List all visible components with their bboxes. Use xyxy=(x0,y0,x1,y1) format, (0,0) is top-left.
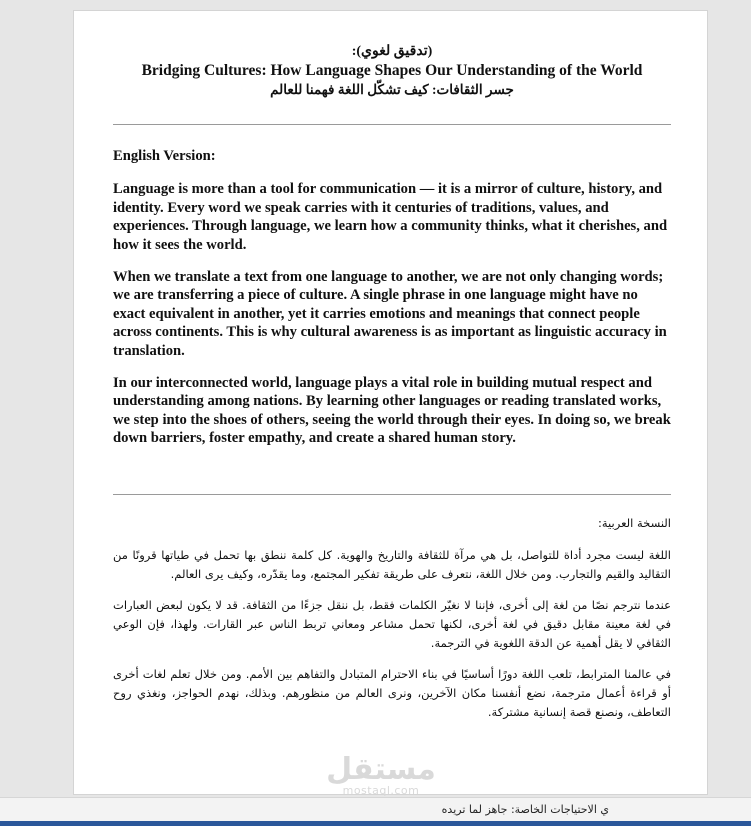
mostaql-watermark xyxy=(311,752,451,797)
watermark-logo: مستقل xyxy=(326,752,436,787)
document-page[interactable] xyxy=(73,10,708,795)
arabic-heading: النسخة العربية: xyxy=(598,516,671,530)
document-header xyxy=(113,42,671,99)
english-heading: English Version: xyxy=(113,148,216,164)
document-title: Bridging Cultures: How Language Shapes Our Understanding of the World xyxy=(141,62,643,79)
arabic-label: (تدقيق لغوي): xyxy=(351,44,433,59)
arabic-paragraph-2: عندما نترجم نصًا من لغة إلى أخرى، فإننا لا نغيّر الكلمات فقط، بل ننقل جزءًا من الثقافة. قد لا يكون لبعض العبارات في لغة معينة مقابل دقيق في لغة أخرى، لكنها تحمل مشاعر ومعاني تربط الناس عبر القارات. ولهذا، فإن الوعي الثقافي لا يقل أهمية عن الدقة اللغوية في الترجمة. xyxy=(113,598,671,650)
arabic-title: جسر الثقافات: كيف تشكّل اللغة فهمنا للعالم xyxy=(270,82,514,97)
arabic-section xyxy=(113,514,671,734)
section-divider-middle xyxy=(113,494,671,495)
accessibility-status[interactable]: ي الاحتياجات الخاصة: جاهز لما تريده xyxy=(441,803,609,816)
status-bar xyxy=(0,797,751,822)
watermark-site: mostaql.com xyxy=(342,784,420,797)
english-paragraph-2: When we translate a text from one language to another, we are not only changing words; we are transferring a piece of culture. A single phrase in one language might have no exact equivalent in another, yet it carries emotions and meanings that connect people across continents. This is why cultural awareness is as important as linguistic accuracy in translation. xyxy=(113,268,667,359)
section-divider-top xyxy=(113,124,671,125)
english-paragraph-1: Language is more than a tool for communication — it is a mirror of culture, history, and identity. Every word we speak carries with it centuries of traditions, values, and experiences. Through language, we learn how a community thinks, what it cherishes, and how it sees the world. xyxy=(113,181,668,253)
english-section xyxy=(113,147,671,461)
arabic-paragraph-3: في عالمنا المترابط، تلعب اللغة دورًا أساسيًا في بناء الاحترام المتبادل والتفاهم بين الأمم. ومن خلال تعلم لغات أخرى أو قراءة أعمال مترجمة، نضع أنفسنا مكان الآخرين، ونرى العالم من منظورهم. وبذلك، نهدم الحواجز، ونغذي روح التعاطف، ونصنع قصة إنسانية مشتركة. xyxy=(113,667,671,719)
arabic-paragraph-1: اللغة ليست مجرد أداة للتواصل، بل هي مرآة للثقافة والتاريخ والهوية. كل كلمة ننطق بها تحمل في طياتها قرونًا من التقاليد والقيم والتجارب. ومن خلال اللغة، نتعرف على طريقة تفكير المجتمع، وما يقدّره، وكيف يرى العالم. xyxy=(113,548,671,581)
english-paragraph-3: In our interconnected world, language plays a vital role in building mutual respect and understanding among nations. By learning other languages or reading translated works, we step into the shoes of others, seeing the world through their eyes. In doing so, we break down barriers, foster empathy, and create a shared human story. xyxy=(113,374,671,446)
taskbar-accent xyxy=(0,821,751,826)
